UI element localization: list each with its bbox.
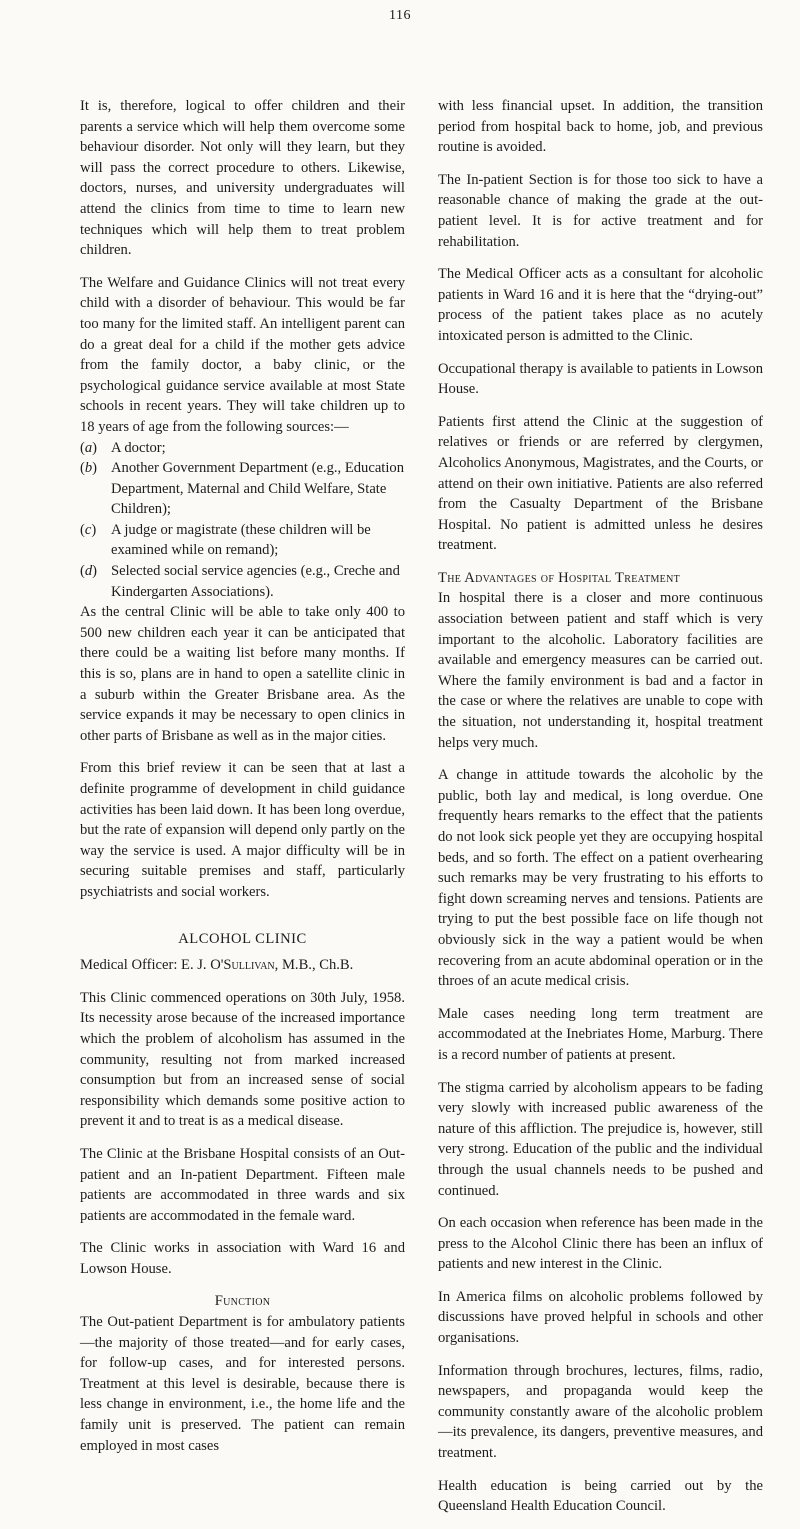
list-text: Another Government Department (e.g., Education Department, Maternal and Child Welfare, State Children);: [111, 460, 404, 518]
list-marker: a: [84, 439, 93, 456]
subheading: The Advantages of Hospital Treatment: [438, 569, 681, 586]
paragraph: In hospital there is a closer and more continuous association between patient and staff which is very important to the alcoholic. Laboratory facilities are available and emergency measures can be carried out. Where the family environment is bad and a factor in the case or where the relatives are unable to cope with the situation, not understanding it, hospital treatment helps very much.: [438, 590, 763, 751]
paragraph: The Clinic works in association with Ward 16 and Lowson House.: [80, 1240, 405, 1277]
paragraph: On each occasion when reference has been made in the press to the Alcohol Clinic there has been an influx of patients and new interest in the Clinic.: [438, 1215, 763, 1273]
list-item: (c) A judge or magistrate (these children will be examined while on remand);: [80, 520, 405, 561]
list-item: (d) Selected social service agencies (e.g., Creche and Kindergarten Associations).: [80, 561, 405, 602]
paragraph: Occupational therapy is available to patients in Lowson House.: [438, 360, 763, 398]
section-heading: ALCOHOL CLINIC: [178, 930, 307, 947]
right-column: [438, 96, 763, 1529]
sources-list: [80, 438, 405, 603]
paragraph: Patients first attend the Clinic at the suggestion of relatives or friends or are referred by clergymen, Alcoholics Anonymous, Magistrates, and the Courts, or attend on their own initiative. Patients are also referred from the Casualty Department of the Brisbane Hospital. No patient is admitted unless he desires treatment.: [438, 413, 763, 554]
paragraph: This Clinic commenced operations on 30th July, 1958. Its necessity arose because of the increased importance which the problem of alcoholism has assumed in the community, resulting not from marked increased consumption but from an increased sense of social responsibility which demands some positive action to prevent it and to treat is as a medical disease.: [80, 989, 405, 1130]
page-number: 116: [389, 8, 411, 23]
paragraph: Male cases needing long term treatment are accommodated at the Inebriates Home, Marburg. There is a record number of patients at present.: [438, 1005, 763, 1063]
paragraph: The In-patient Section is for those too sick to have a reasonable chance of making the grade at the out-patient level. It is for active treatment and for rehabilitation.: [438, 171, 763, 250]
paragraph: From this brief review it can be seen that at last a definite programme of development in child guidance activities has been laid down. It has been long overdue, but the rate of expansion will depend only partly on the way the service is used. A major difficulty will be in securing suitable premises and staff, particularly psychiatrists and social workers.: [80, 760, 405, 900]
paragraph: It is, therefore, logical to offer children and their parents a service which will help them overcome some behaviour disorder. Not only will they learn, but they will pass the correct procedure to others. Likewise, doctors, nurses, and university undergraduates will attend the clinics from time to time to learn new techniques which will help them to treat problem children.: [80, 98, 405, 259]
paragraph: In America films on alcoholic problems followed by discussions have proved helpful in schools and other organisations.: [438, 1288, 763, 1347]
list-marker: c: [84, 521, 92, 538]
paragraph: As the central Clinic will be able to take only 400 to 500 new children each year it can be anticipated that there could be a waiting list before many months. If this is so, plans are in hand to open a satellite clinic in a suburb within the Greater Brisbane area. As the service expands it may be necessary to open clinics in other parts of Brisbane as well as in the major cities.: [80, 604, 405, 744]
paragraph: Health education is being carried out by the Queensland Health Education Council.: [438, 1477, 763, 1515]
list-item: (b) Another Government Department (e.g., Education Department, Maternal and Child Welfare, State Children);: [80, 458, 405, 520]
list-text: A doctor;: [111, 439, 166, 456]
paragraph: Information through brochures, lectures, films, radio, newspapers, and propaganda would keep the community constantly aware of the alcoholic problem—its prevalence, its dangers, preventive measures, and treatment.: [438, 1362, 763, 1462]
subheading: Function: [214, 1293, 271, 1310]
paragraph: with less financial upset. In addition, the transition period from hospital back to home, job, and previous routine is avoided.: [438, 98, 763, 156]
list-marker: b: [84, 460, 93, 477]
paragraph: The stigma carried by alcoholism appears to be fading very slowly with increased public awareness of the nature of this affliction. The prejudice is, however, still very strong. Education of the public and the individual through the usual channels needs to be pushed and continued.: [438, 1079, 763, 1199]
list-marker: d: [84, 563, 93, 580]
paragraph: The Medical Officer acts as a consultant for alcoholic patients in Ward 16 and it is here that the “drying-out” process of the patient takes place as no acutely intoxicated person is admitted to the Clinic.: [438, 266, 763, 344]
list-text: Selected social service agencies (e.g., Creche and Kindergarten Associations).: [111, 563, 400, 600]
paragraph: The Clinic at the Brisbane Hospital consists of an Out-patient and an In-patient Department. Fifteen male patients are accommodated in three wards and six patients are accommodated in the female ward.: [80, 1145, 405, 1224]
paragraph: A change in attitude towards the alcoholic by the public, both lay and medical, is long overdue. One frequently hears remarks to the effect that the patients do not look sick people yet they are occupying hospital beds, and so forth. The effect on a patient overhearing such remarks may be very frustrating to his efforts to fight down screaming nerves and tensions. Patients are trying to put the best possible face on life though not obviously sick in the way a patient would be when recovering from an acute abdominal operation or in the throes of an acute medical crisis.: [438, 767, 763, 990]
list-item: (a) A doctor;: [80, 438, 405, 459]
medical-officer-line: Medical Officer: E. J. O'Sullivan, M.B., Ch.B.: [80, 957, 354, 974]
paragraph: The Out-patient Department is for ambulatory patients—the majority of those treated—and for early cases, for follow-up cases, and for interested persons. Treatment at this level is desirable, because there is less change in environment, i.e., the home life and the family unit is preserved. The patient can remain employed in most cases: [80, 1314, 405, 1454]
paragraph: The Welfare and Guidance Clinics will not treat every child with a disorder of behaviour. This would be far too many for the limited staff. An intelligent parent can do a great deal for a child if the mother gets advice from the family doctor, a baby clinic, or the psychological guidance service available at most State schools in recent years. They will take children up to 18 years of age from the following sources:—: [80, 274, 405, 435]
left-column: [80, 96, 405, 1468]
list-text: A judge or magistrate (these children will be examined while on remand);: [111, 521, 371, 559]
